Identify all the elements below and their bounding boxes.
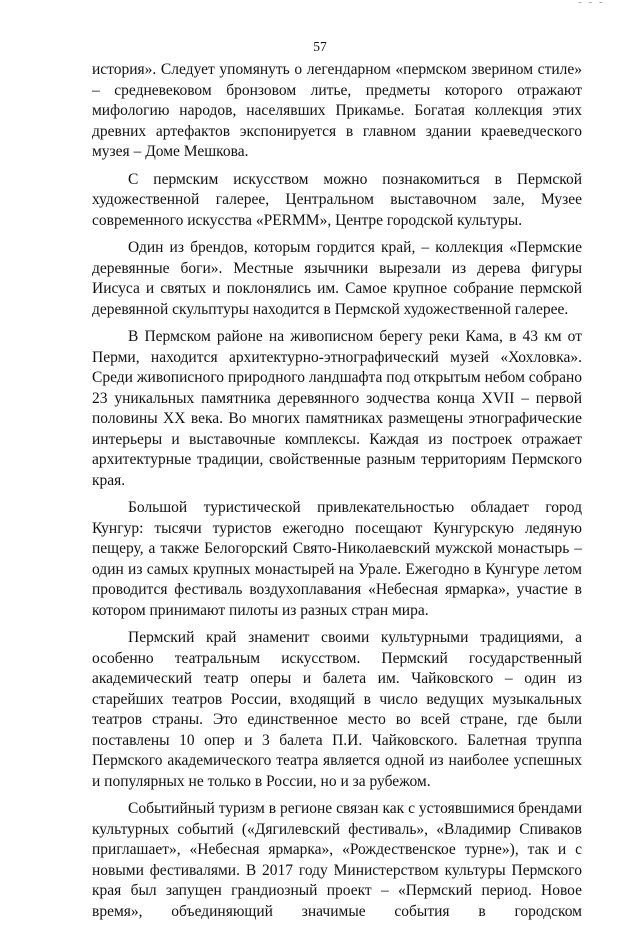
paragraph-2: С пермским искусством можно познакомиться в Пермской художественной галерее, Центральном выставочном зале, Музее современного искусства «PERMM», Центре городской культуры. (92, 170, 582, 229)
paragraph-4: В Пермском районе на живописном берегу реки Кама, в 43 км от Перми, находится архитектурно-этнографический музей «Хохловка». Среди живописного природного ландшафта под открытым небом собрано 23 уникальных памятника деревянного зодчества конца XVII – первой половины XX века. Во многих памятниках размещены этнографические интерьеры и выставочные комплексы. Каждая из построек отражает архитектурные традиции, свойственные разным территориям Пермского края. (92, 328, 582, 489)
paragraph-3: Один из брендов, которым гордится край, – коллекция «Пермские деревянные боги». Местные язычники вырезали из дерева фигуры Иисуса и святых и поклонялись им. Самое крупное собрание пермской деревянной скульптуры находится в Пермской художественной галерее. (92, 239, 582, 318)
paragraph-1: история». Следует упомянуть о легендарном «пермском зверином стиле» – средневековом бронзовом литье, предметы которого отражают мифологию народов, населявших Прикамье. Богатая коллекция этих древних артефактов экспонируется в главном здании краеведческого музея – Доме Мешкова. (92, 61, 582, 160)
paragraph-6: Пермский край знаменит своими культурными традициями, а особенно театральным искусством. Пермский государственный академический театр оперы и балета им. Чайковского – один из старейших театров России, входящий в число ведущих музыкальных театров страны. Это единственное место во всей стране, где были поставлены 10 опер и 3 балета П.И. Чайковского. Балетная труппа Пермского академического театра является одной из наиболее успешных и популярных не только в России, но и за рубежом. (92, 629, 582, 790)
paragraph-7: Событийный туризм в регионе связан как с устоявшимися брендами культурных событий («Дягилевский фестиваль», «Владимир Спиваков приглашает», «Небесная ярмарка», «Рождественское турне»), так и с новыми фестивалями. В 2017 году Министерством культуры Пермского края был запущен грандиозный проект – «Пермский период. Новое время», объединяющий значимые события в городском (92, 800, 582, 920)
paragraph-5: Большой туристической привлекательностью обладает город Кунгур: тысячи туристов ежегодно посещают Кунгурскую ледяную пещеру, а также Белогорский Свято-Николаевский мужской монастырь – один из самых крупных монастырей на Урале. Ежегодно в Кунгуре летом проводится фестиваль воздухоплавания «Небесная ярмарка», участие в котором принимают пилоты из разных стран мира. (92, 499, 582, 619)
page-number: 57 (313, 39, 327, 54)
corner-scan-mark: ˜ ˜ ˜ (578, 0, 605, 12)
body-text (92, 60, 582, 929)
